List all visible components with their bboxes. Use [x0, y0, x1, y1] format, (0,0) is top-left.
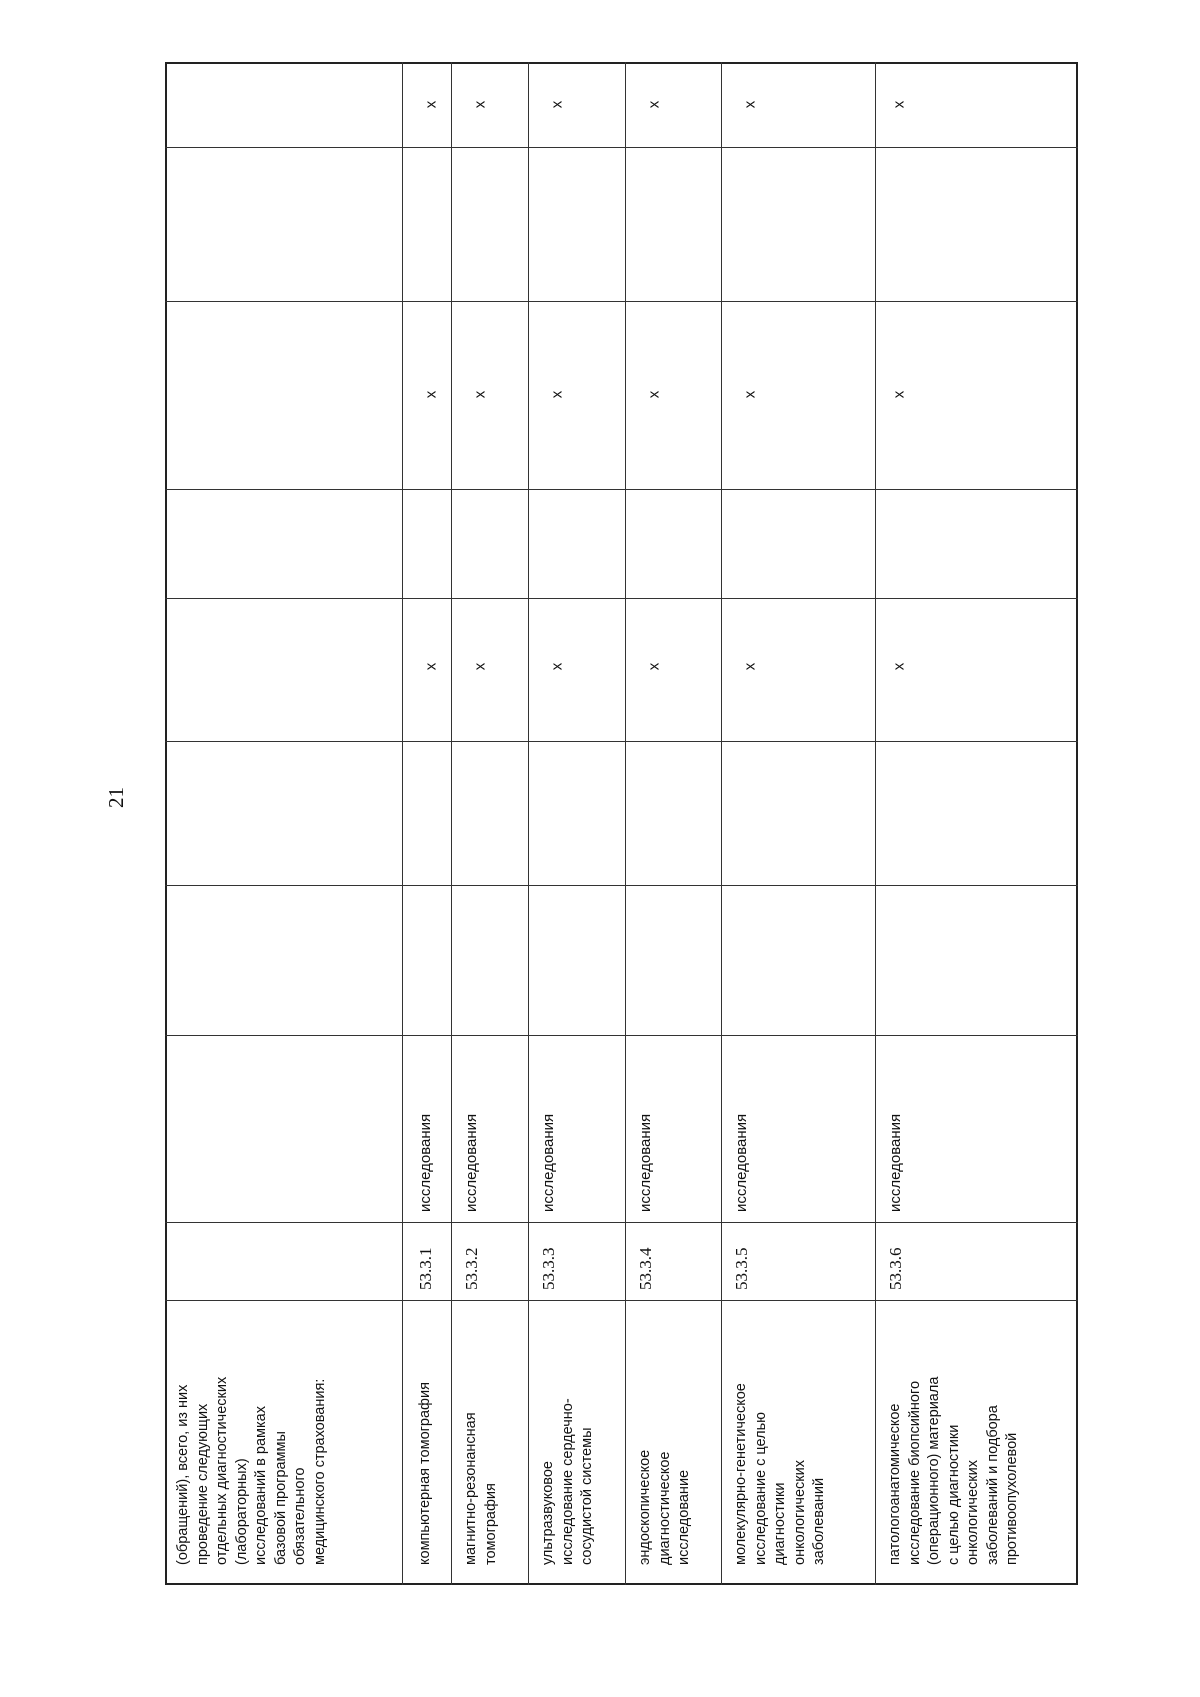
- column-divider: [165, 489, 1078, 490]
- row-mark: х: [422, 100, 440, 109]
- row-code: 53.3.5: [732, 1247, 751, 1290]
- row-unit: исследования: [733, 1113, 750, 1212]
- row-unit: исследования: [540, 1113, 557, 1212]
- page-number: 21: [104, 787, 128, 808]
- row-mark: х: [890, 100, 908, 109]
- row-divider: [528, 62, 529, 1585]
- row-mark: х: [645, 100, 663, 109]
- row-divider: [721, 62, 722, 1585]
- row-mark: х: [471, 100, 489, 109]
- table-header-cell: (обращений), всего, из них проведение следующих отдельных диагностических (лабораторных) исследований в рамках базовой программы обязательного медицинского страхования:: [175, 1376, 328, 1565]
- row-name: ультразвуковое исследование сердечно- сосудистой системы: [540, 1398, 595, 1565]
- row-mark: х: [422, 662, 440, 671]
- row-code: 53.3.1: [416, 1247, 435, 1290]
- row-mark: х: [741, 662, 759, 671]
- row-mark: х: [645, 662, 663, 671]
- row-unit: исследования: [887, 1113, 904, 1212]
- column-divider: [165, 1300, 1078, 1301]
- column-divider: [165, 741, 1078, 742]
- row-code: 53.3.4: [636, 1247, 655, 1290]
- column-divider: [165, 598, 1078, 599]
- row-name: молекулярно-генетическое исследование с целью диагностики онкологических заболеваний: [733, 1383, 827, 1565]
- row-name: магнитно-резонансная томография: [463, 1412, 499, 1565]
- row-mark: х: [890, 390, 908, 399]
- row-name: эндоскопическое диагностическое исследование: [637, 1449, 692, 1565]
- row-name: компьютерная томография: [417, 1382, 433, 1565]
- column-divider: [165, 301, 1078, 302]
- row-unit: исследования: [417, 1113, 434, 1212]
- row-mark: х: [741, 100, 759, 109]
- row-mark: х: [471, 390, 489, 399]
- column-divider: [165, 147, 1078, 148]
- row-divider: [402, 62, 403, 1585]
- row-name: патологоанатомическое исследование биопсийного (операционного) материала с целью диагностики онкологических заболеваний и подбора противоопухолевой: [887, 1376, 1020, 1565]
- row-mark: х: [645, 390, 663, 399]
- row-mark: х: [422, 390, 440, 399]
- row-divider: [451, 62, 452, 1585]
- column-divider: [165, 885, 1078, 886]
- row-unit: исследования: [637, 1113, 654, 1212]
- row-mark: х: [471, 662, 489, 671]
- row-divider: [875, 62, 876, 1585]
- row-mark: х: [890, 662, 908, 671]
- row-code: 53.3.6: [886, 1247, 905, 1290]
- column-divider: [165, 1222, 1078, 1223]
- row-code: 53.3.2: [462, 1247, 481, 1290]
- row-mark: х: [741, 390, 759, 399]
- row-divider: [625, 62, 626, 1585]
- row-mark: х: [548, 662, 566, 671]
- row-unit: исследования: [463, 1113, 480, 1212]
- row-mark: х: [548, 100, 566, 109]
- column-divider: [165, 1035, 1078, 1036]
- row-code: 53.3.3: [539, 1247, 558, 1290]
- row-mark: х: [548, 390, 566, 399]
